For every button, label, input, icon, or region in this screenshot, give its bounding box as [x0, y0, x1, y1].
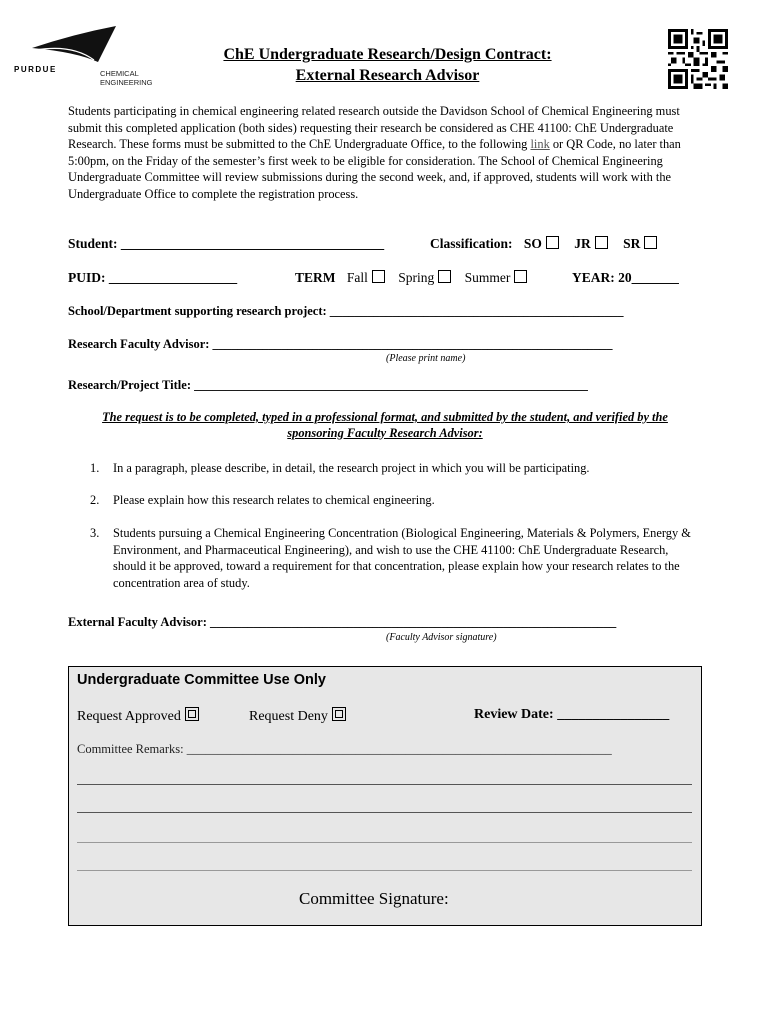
- qr-code-icon[interactable]: [668, 29, 728, 89]
- committee-signature-field[interactable]: [299, 889, 701, 929]
- school-label: School/Department supporting research project:: [68, 304, 327, 318]
- list-item: [90, 525, 704, 591]
- class-sr-label: SR: [623, 236, 641, 251]
- external-advisor-label: External Faculty Advisor:: [68, 615, 207, 629]
- remarks-line-5[interactable]: [77, 870, 692, 871]
- student-field[interactable]: [68, 236, 384, 252]
- remarks-field[interactable]: [77, 742, 612, 757]
- question-text: Please explain how this research relates to chemical engineering.: [113, 493, 435, 507]
- class-so-checkbox[interactable]: [546, 236, 559, 249]
- intro-text-part2: or QR Code, no later than 5:00pm, on the Friday of the semester’s first week to be eligible for consideration. The School of Chemical Engineering Undergraduate Committee will review submissions during the second week, and, if approved, students will work with the Undergraduate Office to complete the registration process.: [68, 137, 681, 201]
- committee-signature-line[interactable]: _______________________________: [299, 909, 563, 928]
- student-line[interactable]: _______________________________________: [120, 236, 385, 251]
- remarks-label: Committee Remarks:: [77, 742, 184, 756]
- year-field[interactable]: [572, 270, 679, 286]
- request-approved-label: Request Approved: [77, 709, 181, 724]
- advisor-line[interactable]: ________________________________________________________________: [212, 337, 613, 351]
- committee-title: Undergraduate Committee Use Only: [77, 672, 326, 688]
- intro-paragraph: [68, 103, 704, 203]
- purdue-logo: [14, 24, 164, 92]
- instructions-line2: sponsoring Faculty Research Advisor:: [287, 425, 483, 440]
- logo-swoosh-icon: [14, 24, 164, 68]
- external-advisor-line[interactable]: _________________________________________________________________: [210, 615, 617, 629]
- question-text: In a paragraph, please describe, in detail, the research project in which you will be participating.: [113, 461, 590, 475]
- request-approved-field: [77, 707, 199, 725]
- list-item: [90, 492, 704, 509]
- remarks-line-2[interactable]: [77, 784, 692, 785]
- external-advisor-hint: (Faculty Advisor signature): [386, 632, 497, 643]
- classification-field: [430, 236, 657, 252]
- question-number: 2.: [90, 493, 100, 507]
- request-approved-checkbox[interactable]: [185, 707, 199, 721]
- class-jr-checkbox[interactable]: [595, 236, 608, 249]
- committee-box: [68, 666, 702, 926]
- advisor-field[interactable]: [68, 337, 613, 352]
- question-text: Students pursuing a Chemical Engineering Concentration (Biological Engineering, Materials & Polymers, Energy & Environment, and Pharmaceutical Engineering), and wish to use the CHE 41100: ChE Undergraduate Research, should it be approved, toward a requirement for that concentration, please explain how your research relates to the concentration area of study.: [113, 526, 691, 590]
- question-number: 3.: [90, 526, 100, 540]
- logo-dept-line1: CHEMICAL: [100, 69, 139, 78]
- school-line[interactable]: _______________________________________________: [329, 304, 624, 318]
- advisor-label: Research Faculty Advisor:: [68, 337, 210, 351]
- year-line[interactable]: _______: [631, 270, 679, 285]
- page-title-line1: ChE Undergraduate Research/Design Contract:: [223, 46, 552, 63]
- logo-dept-text: [100, 69, 153, 87]
- question-number: 1.: [90, 461, 100, 475]
- page-title-line2: External Research Advisor: [295, 67, 480, 84]
- term-label: TERM: [295, 270, 336, 285]
- submission-link[interactable]: link: [530, 137, 550, 152]
- year-label: YEAR: 20: [572, 270, 632, 285]
- class-jr-label: JR: [574, 236, 591, 251]
- project-title-label: Research/Project Title:: [68, 378, 191, 392]
- class-so-label: SO: [523, 236, 542, 251]
- term-fall-label: Fall: [346, 270, 368, 285]
- puid-field[interactable]: [68, 270, 237, 286]
- request-deny-checkbox[interactable]: [332, 707, 346, 721]
- term-summer-label: Summer: [464, 270, 511, 285]
- request-deny-label: Request Deny: [249, 709, 328, 724]
- request-deny-field: [249, 707, 346, 725]
- term-field: [295, 270, 527, 286]
- committee-signature-label: Committee Signature:: [299, 889, 449, 908]
- puid-label: PUID:: [68, 270, 106, 285]
- intro-text-part1: Students participating in chemical engineering related research outside the Davidson School of Chemical Engineering must submit this completed application (both sides) requesting their research be considered as CHE 41100: ChE Undergraduate Research. These forms must be submitted to the ChE Undergraduate Office, to the following: [68, 104, 680, 152]
- term-spring-checkbox[interactable]: [438, 270, 451, 283]
- logo-org-text: PURDUE: [14, 65, 57, 74]
- review-date-label: Review Date:: [474, 707, 554, 722]
- term-fall-checkbox[interactable]: [372, 270, 385, 283]
- classification-label: Classification:: [430, 236, 513, 251]
- list-item: [90, 460, 704, 477]
- puid-line[interactable]: ___________________: [108, 270, 238, 285]
- student-label: Student:: [68, 236, 118, 251]
- external-advisor-field[interactable]: [68, 615, 616, 630]
- remarks-line[interactable]: ____________________________________________________________________: [186, 742, 612, 756]
- instructions-line1: The request is to be completed, typed in a professional format, and submitted by the student, and verified by the: [102, 410, 668, 424]
- advisor-hint: (Please print name): [386, 353, 466, 364]
- term-spring-label: Spring: [398, 270, 435, 285]
- logo-dept-line2: ENGINEERING: [100, 78, 153, 87]
- class-sr-checkbox[interactable]: [644, 236, 657, 249]
- remarks-line-3[interactable]: [77, 812, 692, 813]
- remarks-line-4[interactable]: [77, 842, 692, 843]
- term-summer-checkbox[interactable]: [514, 270, 527, 283]
- project-title-field[interactable]: [68, 378, 588, 393]
- project-title-line[interactable]: _______________________________________________________________: [194, 378, 588, 392]
- school-field[interactable]: [68, 304, 624, 319]
- instructions: [68, 410, 702, 441]
- review-date-field[interactable]: [474, 707, 669, 723]
- review-date-line[interactable]: ________________: [557, 707, 670, 722]
